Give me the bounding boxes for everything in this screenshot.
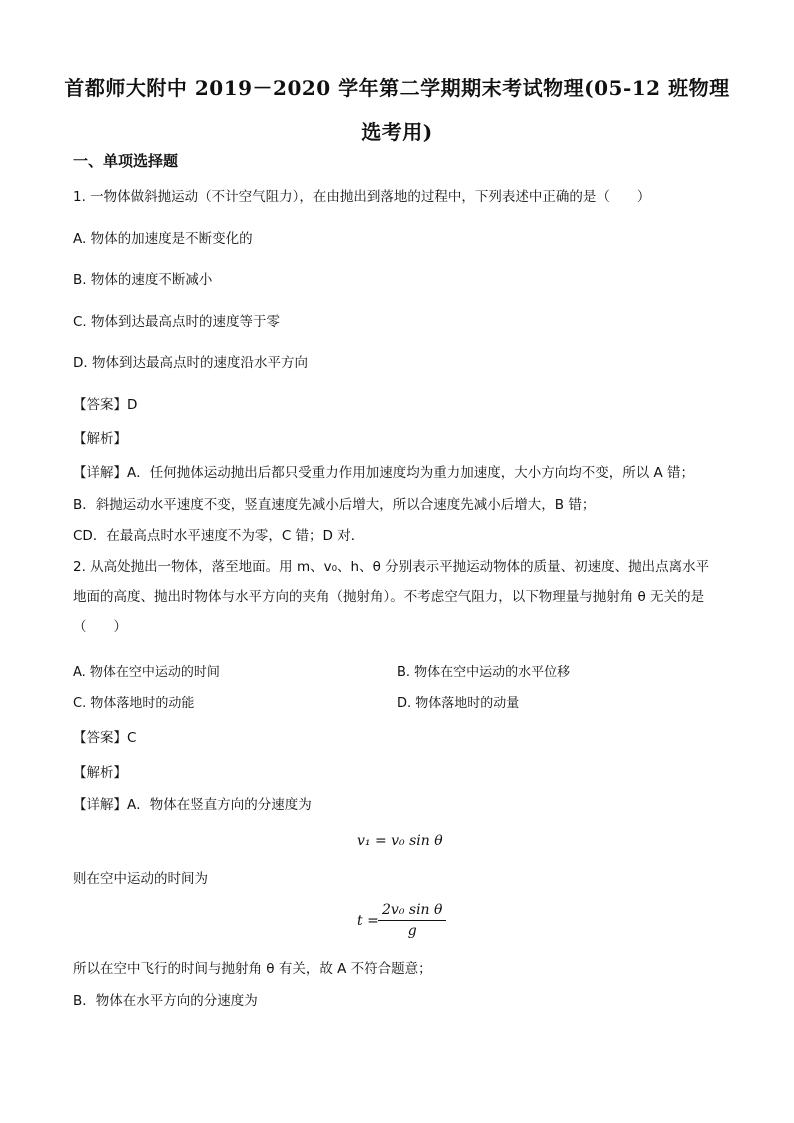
q2-option-d: D. 物体落地时的动量 — [397, 696, 520, 711]
q2-option-c: C. 物体落地时的动能 — [73, 696, 195, 711]
q1-option-b: B. 物体的速度不断减小 — [73, 272, 213, 288]
q1-detail-2: B．斜抛运动水平速度不变，竖直速度先减小后增大，所以合速度先减小后增大，B 错； — [73, 497, 596, 513]
title-line-2: 选考用) — [361, 120, 433, 144]
q1-detail-1: 【详解】A．任何抛体运动抛出后都只受重力作用加速度均为重力加速度，大小方向均不变，所以 A 错； — [73, 465, 695, 481]
fraction-numerator: 2v₀ sin θ — [378, 902, 446, 921]
fraction-denominator: g — [407, 923, 417, 939]
q2-detail-b: B．物体在水平方向的分速度为 — [73, 993, 258, 1009]
q2-detail-a: 【详解】A．物体在竖直方向的分速度为 — [73, 797, 312, 813]
q2-answer: 【答案】C — [73, 730, 137, 746]
q2-time-text: 则在空中运动的时间为 — [73, 871, 208, 887]
section-heading: 一、单项选择题 — [73, 152, 179, 170]
q1-detail-3: CD．在最高点时水平速度不为零，C 错；D 对． — [73, 528, 365, 544]
equation-fraction — [378, 902, 446, 939]
equation-lhs: t = — [357, 913, 379, 929]
q2-stem: 2. 从高处抛出一物体，落至地面。用 m、v₀、h、θ 分别表示平抛运动物体的质量、初速度、抛出点离水平地面的高度、抛出时物体与水平方向的夹角（抛射角）。不考虑空气阻力，以下物理量与抛射角 θ 无关的是（ ） — [73, 559, 710, 635]
q1-option-a: A. 物体的加速度是不断变化的 — [73, 231, 253, 247]
q1-analysis-label: 【解析】 — [73, 431, 127, 447]
title-line-1: 首都师大附中 2019－2020 学年第二学期期末考试物理(05-12 班物理 — [64, 76, 730, 100]
q1-stem: 1. 一物体做斜抛运动（不计空气阻力），在由抛出到落地的过程中，下列表述中正确的是（ ） — [73, 189, 651, 205]
q2-analysis-label: 【解析】 — [73, 765, 127, 781]
q2-option-b: B. 物体在空中运动的水平位移 — [397, 665, 571, 680]
document-title — [60, 66, 734, 154]
q2-option-a: A. 物体在空中运动的时间 — [73, 665, 220, 680]
q1-option-c: C. 物体到达最高点时的速度等于零 — [73, 314, 281, 330]
q1-answer: 【答案】D — [73, 397, 138, 413]
q1-option-d: D. 物体到达最高点时的速度沿水平方向 — [73, 355, 308, 371]
q2-conclusion-a: 所以在空中飞行的时间与抛射角 θ 有关，故 A 不符合题意； — [73, 961, 432, 977]
equation-vertical-velocity: v₁ = v₀ sin θ — [357, 833, 443, 849]
